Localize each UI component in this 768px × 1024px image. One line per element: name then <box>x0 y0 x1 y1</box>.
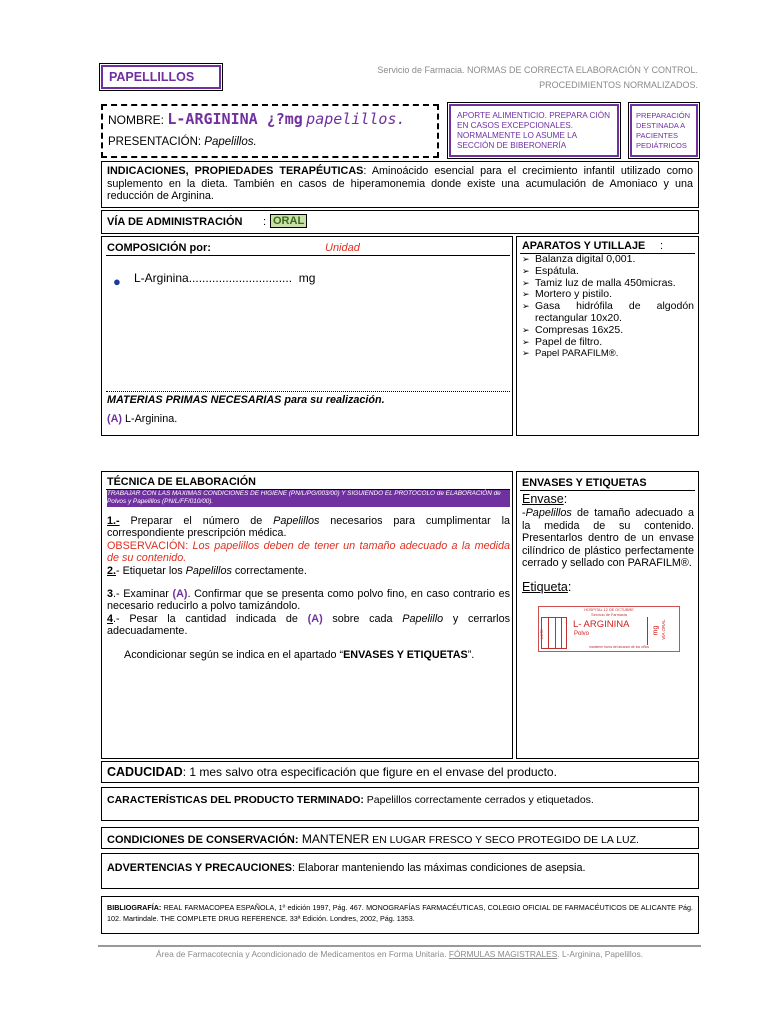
bibliografia-paragraph <box>107 902 693 924</box>
caducidad-label: CADUCIDAD <box>107 765 183 779</box>
advertencias-box <box>101 853 699 889</box>
label-lote: LOTE <box>539 629 544 639</box>
tecnica-highlight: TRABAJAR CON LAS MAXIMAS CONDICIONES DE HIGIENE (PN/L/PG/003/00) Y SIGUIENDO EL PROTOCOLO de ELABORACIÓN de Polvos y Papelillos (PN/L/FF/010/00). <box>107 490 510 507</box>
via-colon: : <box>263 216 267 228</box>
footer-rule <box>98 945 701 947</box>
caducidad-text: : 1 mes salvo otra especificación que figure en el envase del producto. <box>182 765 557 779</box>
list-item: ➢ Balanza digital 0,001. <box>522 253 636 265</box>
tecnica-steps <box>107 515 510 661</box>
nombre-form: papelillos. <box>306 110 406 128</box>
list-item: ➢ Espátula. <box>522 264 579 277</box>
caducidad-row <box>107 765 557 779</box>
nombre-value: L-ARGININA ¿?mg <box>167 110 303 128</box>
envases-label: ENVASES Y ETIQUETAS <box>522 477 647 489</box>
etiqueta-label: Etiqueta <box>522 580 568 594</box>
nombre-label: NOMBRE: <box>108 113 165 127</box>
footer-link[interactable]: FÓRMULAS MAGISTRALES <box>448 949 558 959</box>
footer <box>98 949 701 959</box>
indicaciones-label: INDICACIONES, PROPIEDADES TERAPÉUTICAS <box>107 165 364 177</box>
step-2: 2.- Etiquetar los Papelillos correctamente. <box>107 564 307 577</box>
envases-box <box>516 471 699 759</box>
nombre-row <box>108 110 406 128</box>
section-title-box <box>101 65 221 89</box>
label-service: Servicio de Farmacia <box>591 613 627 617</box>
footer-text-b: . L-Arginina, Papelillos. <box>557 949 643 959</box>
indicaciones-box <box>101 161 699 208</box>
list-item: ➢ Papel de filtro. <box>522 335 603 348</box>
presentacion-value: Papelillos. <box>204 136 257 148</box>
list-item: ➢ Mortero y pistilo. <box>522 288 613 301</box>
via-label: VÍA DE ADMINISTRACIÓN <box>107 216 243 228</box>
step-3: 3.- Examinar (A). Confirmar que se presenta como polvo fino, en caso contrario es necesario reducirlo a polvo tamizándolo. <box>107 588 510 613</box>
tecnica-box <box>101 471 513 759</box>
via-value: ORAL <box>270 214 307 228</box>
list-item: ➢ Gasa hidrófila de algodón rectangular 10x20. <box>522 300 694 324</box>
list-item: ➢ Tamiz luz de malla 450micras. <box>522 276 676 289</box>
label-via: VÍA ORAL <box>660 619 666 640</box>
label-form: Polvo <box>574 631 590 637</box>
composicion-unit: Unidad <box>325 242 360 254</box>
caracteristicas-text: Papelillos correctamente cerrados y etiquetados. <box>363 794 594 806</box>
envase-label: Envase <box>522 492 564 506</box>
etiqueta-heading: Etiqueta: <box>522 580 572 594</box>
service-line-2: PROCEDIMIENTOS NORMALIZADOS. <box>539 80 698 90</box>
etiqueta-label-image <box>538 606 680 652</box>
label-name: L- ARGININA <box>573 619 630 630</box>
label-footer: mantener fuera del alcance de los niños <box>589 645 650 649</box>
step-4: 4.- Pesar la cantidad indicada de (A) sobre cada Papelillo y cerrarlos adecuadamente. <box>107 612 510 638</box>
pediatric-text: PREPARACIÓN DESTINADA A PACIENTES PEDIÁTRICOS <box>636 111 691 150</box>
service-header <box>330 63 698 93</box>
caracteristicas-row <box>107 794 594 806</box>
step-1: 1.- Preparar el número de Papelillos necesarios para cumplimentar la correspondiente prescripción médica. <box>107 515 511 540</box>
materia-tag: (A) <box>107 413 122 425</box>
materias-rule <box>106 391 510 392</box>
conservacion-row <box>107 832 639 846</box>
envase-text: -Papelillos de tamaño adecuado a la medida de su contenido. Presentarlos dentro de un envase cilíndrico de plástico perfectamente cerrado y sellado con PARAFILM®. <box>522 507 694 570</box>
conservacion-text-big: MANTENER <box>298 832 370 846</box>
composicion-item: L-Arginina............................... mg <box>134 271 316 285</box>
label-mg: mg <box>652 625 660 636</box>
presentacion-row <box>108 136 257 148</box>
label-divider <box>647 617 648 645</box>
aparatos-box <box>516 236 699 436</box>
aporte-text: APORTE ALIMENTICIO. PREPARA CIÓN EN CASOS EXCEPCIONALES. NORMALMENTE LO ASUME LA SECCIÓN DE BIBERONERÍA <box>457 111 611 150</box>
composicion-box <box>101 236 513 436</box>
via-box <box>101 210 699 234</box>
label-grid <box>541 617 567 649</box>
service-line-1: Servicio de Farmacia. NORMAS DE CORRECTA ELABORACIÓN Y CONTROL. <box>377 65 698 75</box>
identity-box <box>101 104 439 158</box>
aparatos-label: APARATOS Y UTILLAJE <box>522 240 646 252</box>
advertencias-text: : Elaborar manteniendo las máximas condiciones de asepsia. <box>291 862 586 874</box>
caducidad-box <box>101 761 699 783</box>
list-item: ➢ Papel PARAFILM®. <box>522 348 619 360</box>
bibliografia-text: REAL FARMACOPEA ESPAÑOLA, 1º edición 1997, Pág. 467. MONOGRAFÍAS FARMACÉUTICAS, COLEGIO OFICIAL DE FARMACÉUTICOS DE ALICANTE Pág. 102. Martindale. THE COMPLETE DRUG REFERENCE. 33ª Edición. Londres, 2002, Pág. 1353. <box>107 903 693 923</box>
observacion: OBSERVACIÓN: Los papelillos deben de tener un tamaño adecuado a la medida de su contenido. <box>107 539 510 565</box>
list-item: ➢ Compresas 16x25. <box>522 323 624 336</box>
materia-row <box>107 413 177 425</box>
label-hospital: HOSPITAL 12 DE OCTUBRE <box>584 608 634 612</box>
footer-text-a: Área de Farmacotecnia y Acondicionado de Medicamentos en Forma Unitaria. <box>156 949 449 959</box>
materias-label: MATERIAS PRIMAS NECESARIAS para su realización. <box>107 394 385 406</box>
aparatos-colon: : <box>660 240 663 252</box>
bibliografia-box <box>101 896 699 934</box>
caracteristicas-label: CARACTERÍSTICAS DEL PRODUCTO TERMINADO: <box>107 794 364 806</box>
indicaciones-text: : Aminoácido esencial para el crecimiento infantil utilizado como suplemento en la dieta. También en casos de hiperamonemia donde existe una acumulación de Amoniaco y una reducción de Arginina. <box>107 165 693 203</box>
aporte-box <box>449 104 619 157</box>
conservacion-text: EN LUGAR FRESCO Y SECO PROTEGIDO DE LA LUZ. <box>369 834 639 846</box>
acondicionar: Acondicionar según se indica en el apartado “ENVASES Y ETIQUETAS”. <box>124 648 475 661</box>
pediatric-box <box>630 104 698 157</box>
aparatos-list <box>522 254 694 360</box>
conservacion-box <box>101 827 699 849</box>
indicaciones-paragraph <box>107 165 693 203</box>
materia-name: L-Arginina. <box>125 413 178 425</box>
section-title: PAPELLILLOS <box>109 70 195 84</box>
composicion-rule <box>106 255 510 256</box>
bullet-icon: ● <box>113 274 121 289</box>
bibliografia-label: BIBLIOGRAFÍA: <box>107 903 162 912</box>
presentacion-label: PRESENTACIÓN: <box>108 136 202 148</box>
envases-rule <box>520 490 695 491</box>
caracteristicas-box <box>101 787 699 821</box>
advertencias-label: ADVERTENCIAS Y PRECAUCIONES <box>107 862 292 874</box>
envase-heading: Envase: <box>522 492 568 506</box>
composicion-label: COMPOSICIÓN por: <box>107 242 211 254</box>
tecnica-label: TÉCNICA DE ELABORACIÓN <box>107 476 256 488</box>
conservacion-label: CONDICIONES DE CONSERVACIÓN: <box>107 834 299 846</box>
advertencias-row <box>107 862 585 874</box>
